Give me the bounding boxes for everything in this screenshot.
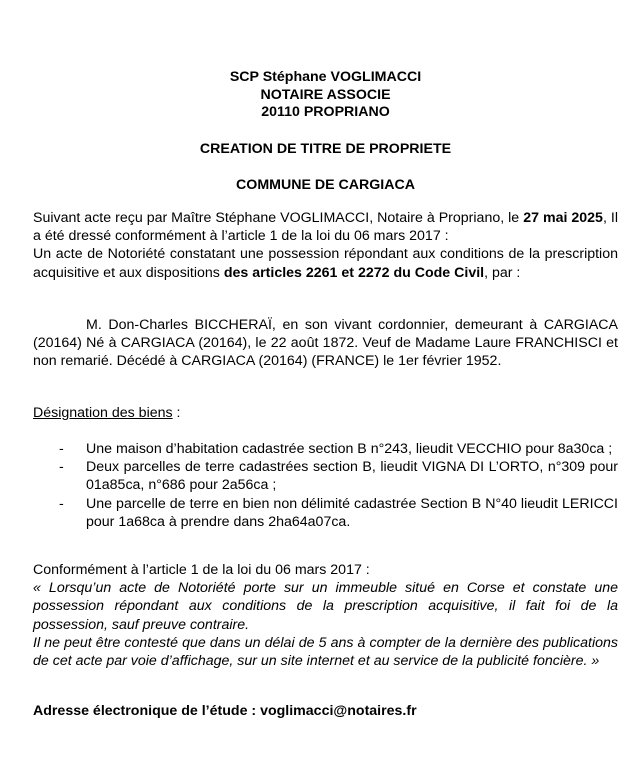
person-paragraph: M. Don-Charles BICCHERAÏ, en son vivant cordonnier, demeurant à CARGIACA (20164) Né à CARGIACA (20164), le 22 août 1872. Veuf de Madame Laure FRANCHISCI et non remarié. Décédé à CARGIACA (20164) (FRANCE) le 1er février 1952. (33, 317, 618, 370)
law-reference-intro: Conformément à l’article 1 de la loi du 06 mars 2017 : (33, 562, 370, 578)
commune-title: COMMUNE DE CARGIACA (236, 177, 415, 193)
property-list (33, 440, 618, 531)
designation-suffix: : (172, 405, 181, 421)
civil-code-articles: des articles 2261 et 2272 du Code Civil (223, 264, 485, 281)
intro-text-3: Un acte de Notoriété constatant une possession répondant aux conditions de la prescription acquisitive et aux dispositions (33, 246, 618, 281)
notary-header (33, 69, 618, 122)
notary-name: SCP Stéphane VOGLIMACCI (229, 69, 422, 85)
intro-text-2: , Il a été dressé conformément à l’article 1 de la loi du 06 mars 2017 : (33, 210, 618, 245)
designation-label: Désignation des biens (33, 405, 173, 421)
intro-paragraph (33, 209, 618, 282)
property-description: Une maison d’habitation cadastrée section B n°243, lieudit VECCHIO pour 8a30ca ; (86, 441, 613, 457)
list-item (33, 440, 618, 458)
law-quote-1: « Lorsqu’un acte de Notoriété porte sur un immeuble situé en Corse et constate une possession répondant aux conditions de la prescription acquisitive, il fait foi de la possession, sauf preuve contraire. (33, 580, 618, 633)
property-description: Une parcelle de terre en bien non délimité cadastrée Section B N°40 lieudit LERICCI pour 1a68ca à prendre dans 2ha64a07ca. (86, 495, 618, 530)
list-dash: - (59, 459, 64, 476)
email-label: Adresse électronique de l’étude : (33, 703, 261, 719)
office-email-line (33, 702, 618, 720)
list-item (33, 458, 618, 494)
list-dash: - (59, 495, 64, 512)
designation-heading (33, 404, 618, 422)
property-description: Deux parcelles de terre cadastrées section B, lieudit VIGNA DI L’ORTO, n°309 pour 01a85ca, n°686 pour 2a56ca ; (86, 459, 618, 494)
law-reference-paragraph (33, 561, 618, 670)
list-dash: - (59, 441, 64, 457)
list-item (33, 495, 618, 531)
law-quote-2: Il ne peut être contesté que dans un délai de 5 ans à compter de la dernière des publications de cet acte par voie d’affichage, sur un site internet et au service de la publicité foncière. » (33, 634, 618, 670)
email-address[interactable]: voglimacci@notaires.fr (260, 703, 417, 719)
intro-text-4: , par : (484, 264, 521, 281)
act-date: 27 mai 2025 (523, 210, 603, 226)
document-title: CREATION DE TITRE DE PROPRIETE (199, 141, 452, 157)
intro-text-1: Suivant acte reçu par Maître Stéphane VOGLIMACCI, Notaire à Propriano, le (33, 210, 524, 226)
notary-title: NOTAIRE ASSOCIE (260, 86, 391, 103)
notary-address: 20110 PROPRIANO (261, 104, 390, 121)
